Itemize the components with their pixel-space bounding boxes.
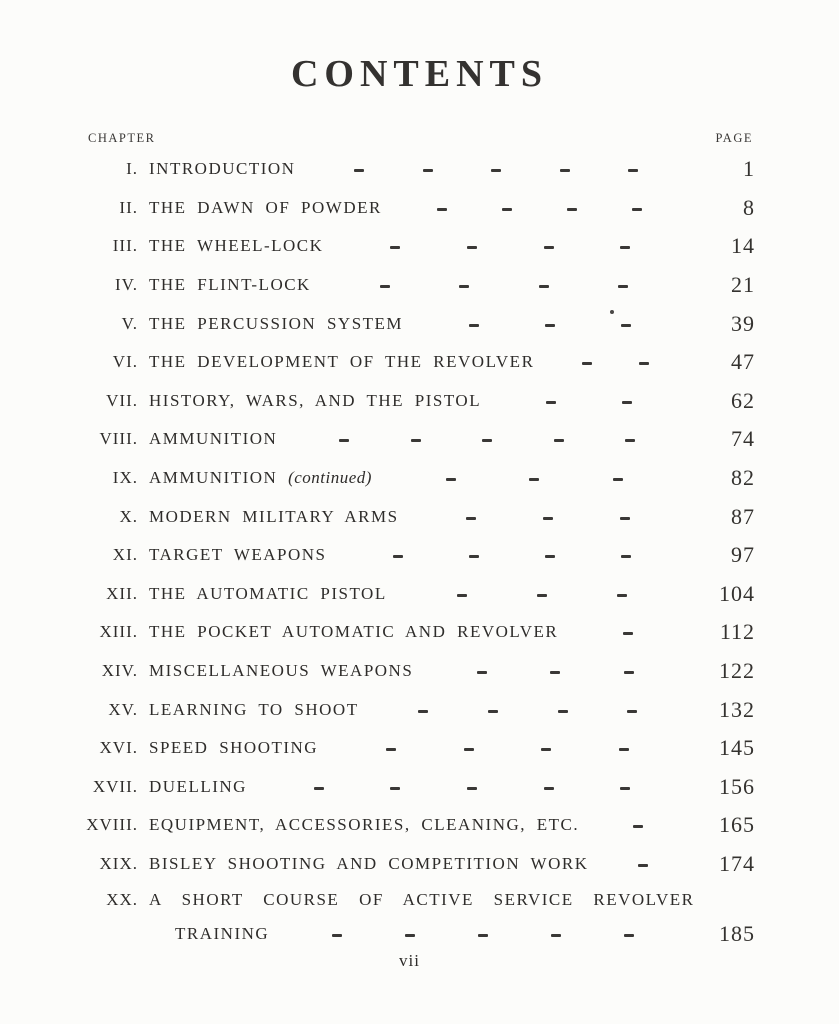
chapter-title: LEARNING TO SHOOT bbox=[149, 699, 359, 719]
leader-dash bbox=[621, 324, 631, 327]
leader-dash bbox=[469, 324, 479, 327]
leader-dash bbox=[354, 169, 364, 172]
leader-dash bbox=[537, 594, 547, 597]
leader-dash bbox=[621, 555, 631, 558]
leader-dash bbox=[464, 748, 474, 751]
leader-dash bbox=[491, 169, 501, 172]
leader-dash bbox=[339, 439, 349, 442]
page-number: 132 bbox=[719, 696, 755, 722]
chapter-numeral: XIII. bbox=[99, 622, 138, 642]
leader-dash bbox=[544, 787, 554, 790]
leader-dashes bbox=[372, 475, 697, 481]
leader-dashes bbox=[387, 591, 697, 597]
leader-dashes bbox=[247, 784, 697, 790]
toc-row bbox=[62, 806, 755, 845]
leader-dashes bbox=[399, 514, 697, 520]
page-folio: vii bbox=[399, 951, 420, 970]
page-number: 122 bbox=[719, 658, 755, 684]
page-number: 165 bbox=[719, 812, 755, 838]
leader-dash bbox=[543, 517, 553, 520]
toc-row bbox=[62, 343, 755, 382]
leader-dash bbox=[638, 864, 648, 867]
leader-dashes bbox=[277, 436, 697, 442]
chapter-title: THE DEVELOPMENT OF THE REVOLVER bbox=[149, 352, 535, 372]
page-number: 145 bbox=[719, 735, 755, 761]
page-number: 112 bbox=[719, 619, 755, 645]
leader-dash bbox=[558, 710, 568, 713]
chapter-title-text: AMMUNITION bbox=[149, 468, 289, 488]
leader-dash bbox=[541, 748, 551, 751]
leader-dashes bbox=[295, 166, 697, 172]
leader-dash bbox=[488, 710, 498, 713]
leader-dash bbox=[467, 246, 477, 249]
leader-dash bbox=[554, 439, 564, 442]
chapter-title: THE POCKET AUTOMATIC AND REVOLVER bbox=[149, 622, 559, 642]
leader-dash bbox=[390, 787, 400, 790]
page-number: 174 bbox=[719, 850, 755, 876]
leader-dash bbox=[617, 594, 627, 597]
chapter-numeral: V. bbox=[121, 313, 138, 333]
leader-dash bbox=[469, 555, 479, 558]
leader-dash bbox=[380, 285, 390, 288]
leader-dash bbox=[639, 362, 649, 365]
leader-dash bbox=[423, 169, 433, 172]
page-number: 185 bbox=[719, 921, 755, 947]
leader-dash bbox=[390, 246, 400, 249]
toc-row bbox=[62, 845, 755, 884]
toc-row bbox=[62, 497, 755, 536]
leader-dash bbox=[632, 208, 642, 211]
leader-dash bbox=[622, 401, 632, 404]
chapter-title-italic: (continued) bbox=[288, 468, 372, 488]
page-number: 39 bbox=[731, 310, 755, 336]
chapter-title: DUELLING bbox=[149, 776, 247, 796]
leader-dash bbox=[459, 285, 469, 288]
leader-dash bbox=[567, 208, 577, 211]
page-column-header: PAGE bbox=[715, 131, 753, 145]
toc-row bbox=[62, 883, 755, 917]
page-number: 156 bbox=[719, 773, 755, 799]
leader-dashes bbox=[327, 552, 698, 558]
chapter-numeral: XIX. bbox=[99, 853, 138, 873]
page-number: 74 bbox=[731, 426, 755, 452]
leader-dashes bbox=[579, 822, 697, 828]
toc-row bbox=[62, 575, 755, 614]
toc-row bbox=[62, 227, 755, 266]
leader-dashes bbox=[558, 629, 697, 635]
chapter-numeral: II. bbox=[119, 197, 138, 217]
leader-dash bbox=[613, 478, 623, 481]
leader-dash bbox=[314, 787, 324, 790]
leader-dash bbox=[620, 517, 630, 520]
leader-dashes bbox=[311, 282, 697, 288]
leader-dash bbox=[619, 748, 629, 751]
page-number: 104 bbox=[719, 580, 755, 606]
chapter-title: THE PERCUSSION SYSTEM bbox=[149, 313, 404, 333]
chapter-numeral: IV. bbox=[115, 275, 138, 295]
chapter-column-header: CHAPTER bbox=[88, 131, 156, 145]
toc-row bbox=[62, 304, 755, 343]
leader-dash bbox=[544, 246, 554, 249]
leader-dash bbox=[618, 285, 628, 288]
leader-dash bbox=[411, 439, 421, 442]
leader-dash bbox=[625, 439, 635, 442]
leader-dashes bbox=[382, 205, 697, 211]
chapter-title: SPEED SHOOTING bbox=[149, 738, 319, 758]
leader-dash bbox=[623, 632, 633, 635]
leader-dash bbox=[466, 517, 476, 520]
page-number: 62 bbox=[731, 387, 755, 413]
toc-row bbox=[62, 420, 755, 459]
leader-dash bbox=[550, 671, 560, 674]
leader-dashes bbox=[269, 931, 697, 937]
leader-dash bbox=[467, 787, 477, 790]
ink-speck bbox=[610, 310, 614, 314]
leader-dash bbox=[546, 401, 556, 404]
page-number: 1 bbox=[743, 156, 755, 182]
chapter-title: THE WHEEL-LOCK bbox=[149, 236, 324, 256]
toc-row bbox=[62, 613, 755, 652]
leader-dashes bbox=[413, 668, 697, 674]
leader-dash bbox=[502, 208, 512, 211]
toc-row-continuation bbox=[62, 917, 755, 951]
chapter-title: THE AUTOMATIC PISTOL bbox=[149, 583, 387, 603]
leader-dash bbox=[332, 934, 342, 937]
chapter-numeral: XII. bbox=[106, 583, 138, 603]
leader-dash bbox=[418, 710, 428, 713]
leader-dashes bbox=[318, 745, 697, 751]
page-number: 97 bbox=[731, 542, 755, 568]
chapter-title: EQUIPMENT, ACCESSORIES, CLEANING, ETC. bbox=[149, 815, 580, 835]
toc-row bbox=[62, 729, 755, 768]
chapter-numeral: III. bbox=[112, 236, 138, 256]
toc-row bbox=[62, 459, 755, 498]
toc-row bbox=[62, 768, 755, 807]
leader-dashes bbox=[403, 321, 697, 327]
chapter-title: THE DAWN OF POWDER bbox=[149, 197, 382, 217]
page-number: 87 bbox=[731, 503, 755, 529]
toc-row bbox=[62, 652, 755, 691]
toc-row bbox=[62, 690, 755, 729]
page-title: CONTENTS bbox=[290, 53, 549, 95]
chapter-numeral: XVII. bbox=[92, 776, 138, 796]
chapter-title: HISTORY, WARS, AND THE PISTOL bbox=[149, 390, 482, 410]
chapter-title: INTRODUCTION bbox=[149, 159, 296, 179]
chapter-title: MODERN MILITARY ARMS bbox=[149, 506, 399, 526]
leader-dash bbox=[437, 208, 447, 211]
leader-dash bbox=[393, 555, 403, 558]
page-number: 47 bbox=[731, 349, 755, 375]
leader-dash bbox=[582, 362, 592, 365]
toc-row bbox=[62, 150, 755, 189]
leader-dashes bbox=[589, 861, 698, 867]
leader-dash bbox=[627, 710, 637, 713]
page-number: 21 bbox=[731, 272, 755, 298]
leader-dash bbox=[386, 748, 396, 751]
chapter-numeral: VIII. bbox=[99, 429, 138, 449]
chapter-title-line2: TRAINING bbox=[175, 924, 270, 944]
chapter-numeral: X. bbox=[119, 506, 138, 526]
toc-rows bbox=[62, 150, 755, 951]
page-number: 8 bbox=[743, 194, 755, 220]
chapter-numeral: XI. bbox=[112, 545, 138, 565]
leader-dash bbox=[477, 671, 487, 674]
chapter-title: AMMUNITION bbox=[149, 429, 278, 449]
leader-dashes bbox=[359, 707, 697, 713]
page-number: 82 bbox=[731, 465, 755, 491]
toc-row bbox=[62, 266, 755, 305]
leader-dash bbox=[633, 825, 643, 828]
chapter-numeral: XV. bbox=[108, 699, 138, 719]
chapter-title: THE FLINT-LOCK bbox=[149, 275, 311, 295]
leader-dash bbox=[482, 439, 492, 442]
page-number: 14 bbox=[731, 233, 755, 259]
chapter-numeral: IX. bbox=[112, 468, 138, 488]
toc-row bbox=[62, 382, 755, 421]
chapter-numeral: VI. bbox=[112, 352, 138, 372]
leader-dash bbox=[457, 594, 467, 597]
leader-dash bbox=[539, 285, 549, 288]
leader-dash bbox=[446, 478, 456, 481]
leader-dash bbox=[624, 934, 634, 937]
leader-dash bbox=[551, 934, 561, 937]
leader-dash bbox=[545, 324, 555, 327]
chapter-title bbox=[149, 468, 372, 488]
leader-dashes bbox=[481, 398, 697, 404]
chapter-numeral: XVIII. bbox=[86, 815, 138, 835]
leader-dash bbox=[628, 169, 638, 172]
leader-dash bbox=[478, 934, 488, 937]
leader-dash bbox=[529, 478, 539, 481]
leader-dashes bbox=[534, 359, 697, 365]
chapter-numeral: XX. bbox=[106, 890, 138, 910]
chapter-title: A SHORT COURSE OF ACTIVE SERVICE REVOLVER bbox=[149, 890, 695, 910]
chapter-numeral: XVI. bbox=[99, 738, 138, 758]
chapter-title: TARGET WEAPONS bbox=[149, 545, 327, 565]
leader-dashes bbox=[323, 243, 697, 249]
leader-dash bbox=[624, 671, 634, 674]
chapter-numeral: I. bbox=[126, 159, 138, 179]
chapter-title: BISLEY SHOOTING AND COMPETITION WORK bbox=[149, 853, 589, 873]
column-headers bbox=[88, 131, 753, 146]
leader-dash bbox=[545, 555, 555, 558]
chapter-numeral: VII. bbox=[106, 390, 138, 410]
chapter-title: MISCELLANEOUS WEAPONS bbox=[149, 661, 414, 681]
leader-dash bbox=[620, 246, 630, 249]
leader-dash bbox=[620, 787, 630, 790]
leader-dash bbox=[405, 934, 415, 937]
toc-row bbox=[62, 189, 755, 228]
leader-dash bbox=[560, 169, 570, 172]
toc-row bbox=[62, 536, 755, 575]
chapter-numeral: XIV. bbox=[101, 661, 138, 681]
